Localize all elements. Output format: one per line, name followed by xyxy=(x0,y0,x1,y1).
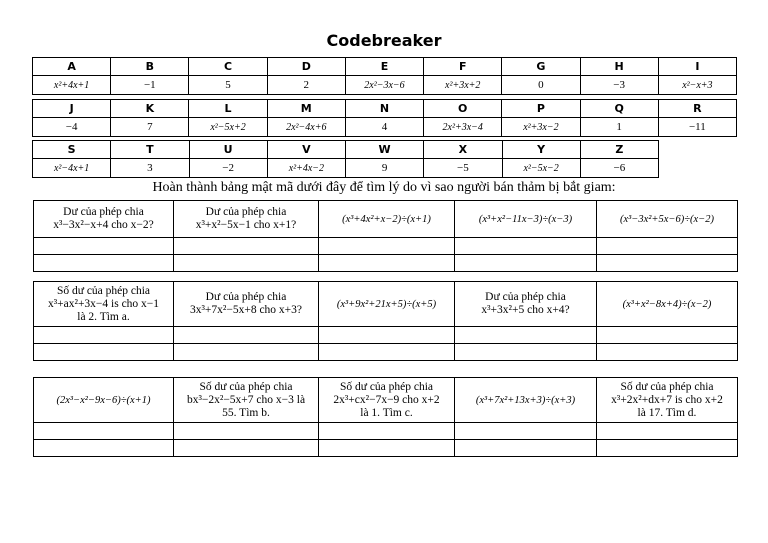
letter-cell[interactable] xyxy=(597,344,738,361)
question-expression: x³−3x²−x+4 cho x−2? xyxy=(53,219,154,231)
key-value: x²−5x+2 xyxy=(189,118,267,137)
key-letter: X xyxy=(424,141,502,159)
key-value: −6 xyxy=(580,159,658,178)
question-line: Dư của phép chia xyxy=(485,291,566,303)
letter-cell[interactable] xyxy=(34,255,174,272)
question-table-2 xyxy=(33,281,738,361)
question-cell xyxy=(455,378,597,423)
answer-cell[interactable] xyxy=(455,327,597,344)
key-letter: O xyxy=(424,100,502,118)
key-value: x²−5x−2 xyxy=(502,159,580,178)
question-cell xyxy=(597,378,738,423)
key-value: 5 xyxy=(189,76,267,95)
question-expression: x³+2x²+dx+7 is cho x+2 xyxy=(611,393,723,406)
question-cell xyxy=(319,378,455,423)
question-cell xyxy=(174,378,319,423)
key-value: 0 xyxy=(502,76,580,95)
key-value: 2x²−4x+6 xyxy=(267,118,345,137)
instruction-text: Hoàn thành bảng mật mã dưới đây để tìm lý do vì sao người bán thảm bị bắt giam: xyxy=(152,180,616,195)
question-cell xyxy=(174,282,319,327)
question-cell xyxy=(34,282,174,327)
question-line: Số dư của phép chia xyxy=(56,284,151,297)
key-value: 2 xyxy=(267,76,345,95)
question-line: là 17. Tìm d. xyxy=(637,406,697,419)
key-value: x²−4x+1 xyxy=(33,159,111,178)
answer-cell[interactable] xyxy=(597,423,738,440)
answer-cell[interactable] xyxy=(34,238,174,255)
question-line: 55. Tìm b. xyxy=(222,406,270,419)
key-letter: C xyxy=(189,58,267,76)
answer-cell[interactable] xyxy=(319,327,455,344)
key-letter: E xyxy=(345,58,423,76)
question-line: Số dư của phép chia xyxy=(339,380,434,393)
key-letter: T xyxy=(111,141,189,159)
key-letter: M xyxy=(267,100,345,118)
question-line: là 2. Tìm a. xyxy=(77,310,130,323)
question-cell xyxy=(319,282,455,327)
key-letter: R xyxy=(658,100,736,118)
answer-cell[interactable] xyxy=(597,327,738,344)
answer-cell[interactable] xyxy=(455,238,597,255)
question-line: Dư của phép chia xyxy=(63,206,144,218)
letter-cell[interactable] xyxy=(319,440,455,457)
key-value: x²−x+3 xyxy=(658,76,736,95)
key-letter: G xyxy=(502,58,580,76)
letter-cell[interactable] xyxy=(455,344,597,361)
key-value: 2x²−3x−6 xyxy=(345,76,423,95)
letter-cell[interactable] xyxy=(34,440,174,457)
question-expression: (2x³−x²−9x−6)÷(x+1) xyxy=(56,394,151,406)
question-cell xyxy=(34,378,174,423)
key-value: x²+4x+1 xyxy=(33,76,111,95)
question-expression: (x³+9x²+21x+5)÷(x+5) xyxy=(336,298,437,310)
key-value: x²+3x+2 xyxy=(424,76,502,95)
key-letter: H xyxy=(580,58,658,76)
key-letter: K xyxy=(111,100,189,118)
key-value: −3 xyxy=(580,76,658,95)
key-letter: A xyxy=(33,58,111,76)
question-cell xyxy=(455,201,597,238)
question-expression: bx³−2x²−5x+7 cho x−3 là xyxy=(186,393,306,406)
question-cell xyxy=(174,201,319,238)
answer-cell[interactable] xyxy=(174,238,319,255)
answer-cell[interactable] xyxy=(174,327,319,344)
question-cell xyxy=(455,282,597,327)
question-expression: (x³−3x²+5x−6)÷(x−2) xyxy=(619,213,715,225)
question-cell xyxy=(34,201,174,238)
question-line: Dư của phép chia xyxy=(205,206,287,218)
letter-cell[interactable] xyxy=(597,255,738,272)
key-table-2 xyxy=(32,99,737,137)
answer-cell[interactable] xyxy=(319,238,455,255)
answer-cell[interactable] xyxy=(319,423,455,440)
answer-cell[interactable] xyxy=(34,327,174,344)
question-expression: x³+ax²+3x−4 is cho x−1 xyxy=(47,297,160,310)
key-value: 9 xyxy=(346,159,424,178)
question-line: Số dư của phép chia xyxy=(620,380,714,393)
answer-cell[interactable] xyxy=(597,238,738,255)
key-letter: I xyxy=(658,58,736,76)
question-expression: x³+3x²+5 cho x+4? xyxy=(481,304,570,316)
key-value: 3 xyxy=(111,159,189,178)
key-value: −11 xyxy=(658,118,736,137)
question-cell xyxy=(597,282,738,327)
key-value: 1 xyxy=(580,118,658,137)
question-cell xyxy=(597,201,738,238)
letter-cell[interactable] xyxy=(174,440,319,457)
question-expression: 2x³+cx²−7x−9 cho x+2 xyxy=(333,393,440,406)
key-value: x²+3x−2 xyxy=(502,118,580,137)
key-value: 4 xyxy=(345,118,423,137)
letter-cell[interactable] xyxy=(174,255,319,272)
question-line: Dư của phép chia xyxy=(205,291,287,303)
key-letter: J xyxy=(33,100,111,118)
answer-cell[interactable] xyxy=(455,423,597,440)
letter-cell[interactable] xyxy=(174,344,319,361)
answer-cell[interactable] xyxy=(34,423,174,440)
question-expression: (x³+x²−8x+4)÷(x−2) xyxy=(622,298,712,310)
question-cell xyxy=(319,201,455,238)
key-letter: N xyxy=(345,100,423,118)
key-value: x²+4x−2 xyxy=(267,159,345,178)
answer-cell[interactable] xyxy=(174,423,319,440)
key-value: −2 xyxy=(189,159,267,178)
key-letter: D xyxy=(267,58,345,76)
key-letter: Y xyxy=(502,141,580,159)
letter-cell[interactable] xyxy=(34,344,174,361)
page-title: Codebreaker xyxy=(326,31,442,50)
key-value: 2x²+3x−4 xyxy=(424,118,502,137)
key-letter: W xyxy=(346,141,424,159)
question-line: là 1. Tìm c. xyxy=(360,406,413,419)
key-letter: U xyxy=(189,141,267,159)
key-letter: F xyxy=(424,58,502,76)
question-expression: (x³+7x²+13x+3)÷(x+3) xyxy=(475,394,576,406)
key-value: −5 xyxy=(424,159,502,178)
question-table-1 xyxy=(33,200,738,272)
key-letter: Q xyxy=(580,100,658,118)
key-value: −4 xyxy=(33,118,111,137)
key-letter: S xyxy=(33,141,111,159)
question-expression: (x³+4x²+x−2)÷(x+1) xyxy=(342,213,431,225)
key-letter: L xyxy=(189,100,267,118)
letter-cell[interactable] xyxy=(319,255,455,272)
key-letter: B xyxy=(111,58,189,76)
question-line: Số dư của phép chia xyxy=(199,380,293,393)
key-table-1 xyxy=(32,57,737,95)
question-expression: x³+x²−5x−1 cho x+1? xyxy=(195,219,297,231)
letter-cell[interactable] xyxy=(455,255,597,272)
letter-cell[interactable] xyxy=(455,440,597,457)
key-letter: P xyxy=(502,100,580,118)
key-table-3 xyxy=(32,140,659,178)
key-value: 7 xyxy=(111,118,189,137)
letter-cell[interactable] xyxy=(597,440,738,457)
question-table-3 xyxy=(33,377,738,457)
key-letter: Z xyxy=(580,141,658,159)
question-expression: 3x³+7x²−5x+8 cho x+3? xyxy=(189,304,303,316)
key-value: −1 xyxy=(111,76,189,95)
key-letter: V xyxy=(267,141,345,159)
question-expression: (x³+x²−11x−3)÷(x−3) xyxy=(478,213,573,225)
letter-cell[interactable] xyxy=(319,344,455,361)
